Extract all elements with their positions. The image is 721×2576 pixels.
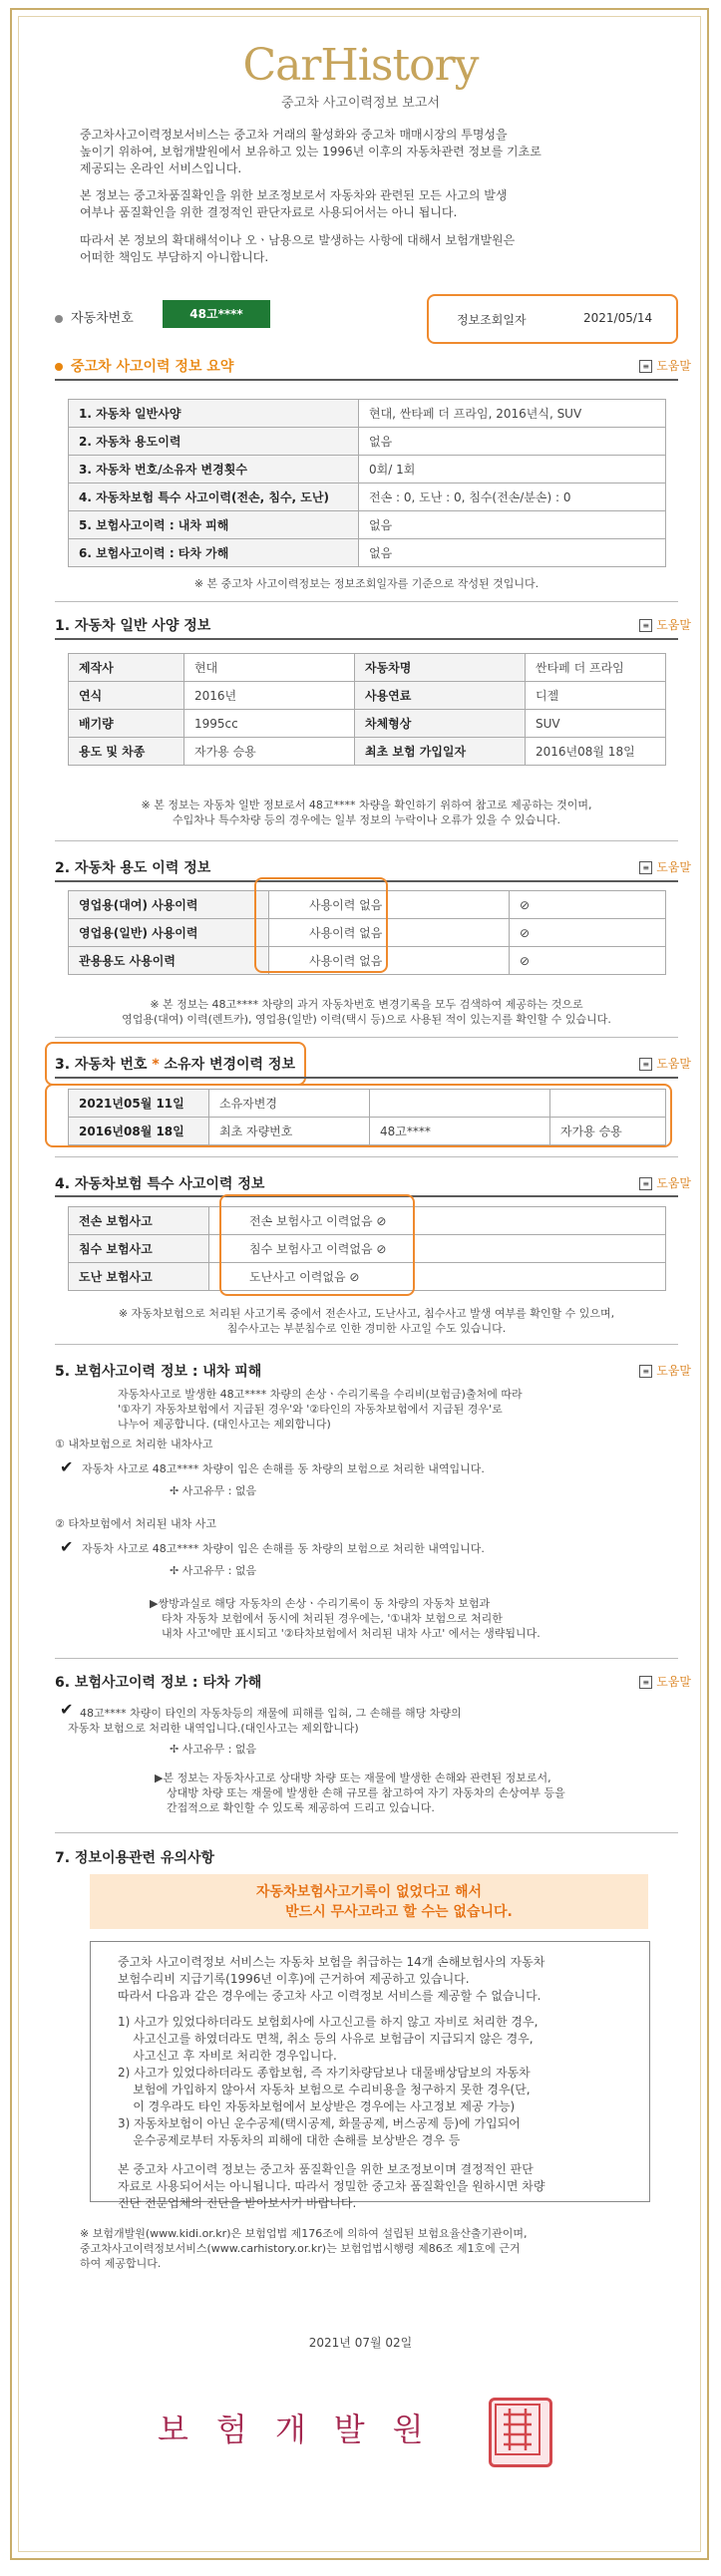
divider — [55, 1037, 678, 1038]
divider — [55, 601, 678, 602]
cross-icon: ✢ — [170, 1564, 182, 1577]
divider — [55, 1156, 678, 1157]
usage-title: 2. 자동차 용도 이력 정보 — [55, 860, 211, 876]
caution-item: 사고신고를 하였더라도 면책, 취소 등의 사유로 보험금이 지급되지 않은 경우, — [118, 2032, 534, 2046]
help-icon: ≡ — [639, 1058, 652, 1071]
caution-body: 진단 전문업체의 진단을 받아보시기 바랍니다. — [118, 2196, 357, 2210]
caution-item: 3) 자동차보험이 아닌 운수공제(택시공제, 화물공제, 버스공제 등)에 가입되어 — [118, 2116, 521, 2130]
intro-line: 중고차사고이력정보서비스는 중고차 거래의 활성화와 중고차 매매시장의 투명성을 — [80, 128, 508, 142]
footnote: ※ 보험개발원(www.kidi.or.kr)은 보험업법 제176조에 의하여 설립된 보험요율산출기관이며, — [80, 2227, 528, 2240]
intro-line: 높이기 위하여, 보험개발원에서 보유하고 있는 1996년 이후의 자동차관련 정보를 기초로 — [80, 145, 541, 159]
pointer-icon: ▶ — [155, 1771, 164, 1784]
help-link-usage[interactable]: ≡ 도움말 — [639, 858, 691, 875]
brand-logo: CarHistory — [242, 40, 479, 91]
no-icon: ⊘ — [349, 1270, 360, 1284]
table-row: 2016년08월 18일 최초 자량번호 48고**** 자가용 승용 — [69, 1118, 666, 1145]
owner-title: 3. 자동차 번호 * 소유자 변경이력 정보 — [55, 1057, 295, 1073]
bullet-icon — [55, 363, 63, 371]
help-link-other-damage[interactable]: ≡ 도움말 — [639, 1673, 691, 1690]
no-icon: ⊘ — [510, 891, 666, 919]
table-row: 2021년05월 11일 소유자변경 — [69, 1090, 666, 1118]
footnote: 하여 제공합니다. — [80, 2257, 162, 2270]
usage-note-line: 영업용(대여) 이력(렌트카), 영업용(일반) 이력(택시 등)으로 사용된 적이 있는지를 확인할 수 있습니다. — [122, 1013, 611, 1026]
caution-body: 자료로 사용되어서는 아니됩니다. 따라서 정밀한 중고차 품질확인을 원하시면 차량 — [118, 2179, 545, 2193]
own-damage-sub1: ① 내차보험으로 처리한 내차사고 — [55, 1438, 213, 1450]
table-row: 관용용도 사용이력 사용이력 없음 ⊘ — [69, 947, 666, 975]
intro-line: 제공되는 온라인 서비스입니다. — [80, 161, 242, 175]
table-row: 6. 보험사고이력 : 타차 가해 없음 — [69, 539, 666, 567]
special-note-line: 침수사고는 부분침수로 인한 경미한 사고일 수도 있습니다. — [226, 1322, 507, 1335]
help-icon: ≡ — [639, 360, 652, 373]
other-damage-result: ✢ 사고유무 : 없음 — [170, 1743, 257, 1756]
help-link-spec[interactable]: ≡ 도움말 — [639, 616, 691, 633]
warning-line: 반드시 무사고라고 할 수는 없습니다. — [285, 1904, 513, 1920]
caution-item: 운수공제로부터 자동차의 피해에 대한 손해를 보상받은 경우 등 — [118, 2133, 461, 2147]
table-row: 도난 보험사고 도난사고 이력없음 ⊘ — [69, 1263, 666, 1291]
own-damage-desc: 나누어 제공합니다. (대인사고는 제외합니다) — [118, 1418, 331, 1431]
own-damage-line1: 자동차 사고로 48고**** 차량이 입은 손해를 동 차량의 보험으로 처리한 내역입니다. — [82, 1462, 485, 1475]
cross-icon: ✢ — [170, 1743, 182, 1756]
bullet-icon — [55, 315, 63, 323]
own-damage-note: ▶쌍방과실로 해당 자동차의 손상ㆍ수리기록이 동 차량의 자동차 보험과 — [150, 1597, 491, 1610]
seal-icon — [492, 2401, 543, 2458]
other-damage-line: 48고**** 차량이 타인의 자동차등의 재물에 피해를 입혀, 그 손해를 해당 차량의 — [80, 1707, 462, 1720]
section-rule — [55, 1077, 678, 1079]
table-row: 침수 보험사고 침수 보험사고 이력없음 ⊘ — [69, 1235, 666, 1263]
caution-body: 따라서 다음과 같은 경우에는 중고차 사고 이력정보 서비스를 제공할 수 없습니다. — [118, 1989, 541, 2003]
check-icon: ✔ — [60, 1457, 74, 1476]
footnote: 중고차사고이력정보서비스(www.carhistory.or.kr)는 보험업법시행령 제86조 제1호에 근거 — [80, 2242, 521, 2255]
query-date: 2021/05/14 — [583, 311, 653, 325]
help-icon: ≡ — [639, 861, 652, 874]
table-row: 4. 자동차보험 특수 사고이력(전손, 침수, 도난) 전손 : 0, 도난 : 0, 침수(전손/분손) : 0 — [69, 483, 666, 511]
issuer-name: 보험개발원 — [158, 2411, 452, 2448]
other-damage-title: 6. 보험사고이력 정보 : 타차 가해 — [55, 1675, 262, 1691]
check-icon: ✔ — [60, 1700, 74, 1719]
warning-line: 자동차보험사고기록이 없었다고 해서 — [255, 1884, 483, 1900]
own-damage-sub2: ② 타차보험에서 처리된 내차 사고 — [55, 1517, 216, 1530]
table-row: 5. 보험사고이력 : 내차 피해 없음 — [69, 511, 666, 539]
help-icon: ≡ — [639, 1676, 652, 1689]
caution-item: 1) 사고가 있었다하더라도 보험회사에 사고신고를 하지 않고 자비로 처리한 경우, — [118, 2015, 539, 2029]
summary-title: 중고차 사고이력 정보 요약 — [55, 356, 233, 376]
help-icon: ≡ — [639, 1177, 652, 1190]
section-rule — [55, 638, 678, 640]
intro-line: 여부나 품질확인을 위한 결정적인 판단자료로 사용되어서는 아니 됩니다. — [80, 205, 458, 219]
caution-body: 본 중고차 사고이력 정보는 중고차 품질확인을 위한 보조정보이며 결정적인 판단 — [118, 2162, 534, 2176]
table-row: 영업용(일반) 사용이력 사용이력 없음 ⊘ — [69, 919, 666, 947]
report-subtitle: 중고차 사고이력정보 보고서 — [281, 96, 440, 111]
own-damage-title: 5. 보험사고이력 정보 : 내차 피해 — [55, 1364, 262, 1380]
no-icon: ⊘ — [510, 919, 666, 947]
no-icon: ⊘ — [376, 1214, 387, 1228]
own-damage-result1: ✢ 사고유무 : 없음 — [170, 1484, 257, 1497]
divider — [55, 840, 678, 841]
pointer-icon: ▶ — [150, 1597, 159, 1610]
table-row: 3. 자동차 번호/소유자 변경횟수 0회/ 1회 — [69, 456, 666, 483]
official-seal-stamp — [489, 2398, 552, 2467]
caution-body: 중고차 사고이력정보 서비스는 자동차 보험을 취급하는 14개 손해보험사의 자동차 — [118, 1955, 545, 1969]
no-icon: ⊘ — [510, 947, 666, 975]
table-row: 전손 보험사고 전손 보험사고 이력없음 ⊘ — [69, 1207, 666, 1235]
owner-table — [68, 1089, 666, 1145]
caution-body: 보험수리비 지급기록(1996년 이후)에 근거하여 제공하고 있습니다. — [118, 1972, 470, 1986]
divider — [55, 1658, 678, 1659]
cross-icon: ✢ — [170, 1484, 182, 1497]
caution-item: 이 경우라도 타인 자동차보험에서 보상받은 경우에는 사고정보 제공 가능) — [118, 2099, 516, 2113]
own-damage-note: 내차 사고'에만 표시되고 '②타차보험에서 처리된 내차 사고' 에서는 생략됩니다. — [162, 1627, 541, 1640]
own-damage-result2: ✢ 사고유무 : 없음 — [170, 1564, 257, 1577]
other-damage-note: 상대방 차량 또는 재물에 발생한 손해 규모를 참고하여 자기 자동차의 손상여부 등을 — [167, 1786, 565, 1799]
spec-table — [68, 653, 666, 766]
spec-title: 1. 자동차 일반 사양 정보 — [55, 618, 211, 634]
own-damage-desc: '①자기 자동차보험에서 지급된 경우'와 '②타인의 자동차보험에서 지급된 경우'로 — [118, 1403, 503, 1416]
intro-line: 어떠한 책임도 부담하지 아니합니다. — [80, 250, 269, 264]
special-title: 4. 자동차보험 특수 사고이력 정보 — [55, 1176, 265, 1192]
table-row: 1. 자동차 일반사양 현대, 싼타페 더 프라임, 2016년식, SUV — [69, 400, 666, 428]
intro-line: 본 정보는 중고차품질확인을 위한 보조정보로서 자동차와 관련된 모든 사고의 발생 — [80, 188, 508, 202]
other-damage-line: 자동차 보험으로 처리한 내역입니다.(대인사고는 제외합니다) — [68, 1722, 359, 1735]
spec-note-line: ※ 본 정보는 자동차 일반 정보로서 48고**** 차량을 확인하기 위하여 참고로 제공하는 것이며, — [141, 799, 592, 811]
issue-date: 2021년 07월 02일 — [308, 2336, 413, 2350]
usage-highlight-box — [254, 877, 388, 973]
section-rule — [55, 379, 678, 381]
other-damage-note: ▶본 정보는 자동차사고로 상대방 차량 또는 재물에 발생한 손해와 관련된 정보로서, — [155, 1771, 551, 1784]
help-link-special[interactable]: ≡ 도움말 — [639, 1174, 691, 1191]
help-link-owner[interactable]: ≡ 도움말 — [639, 1055, 691, 1072]
plate-badge: 48고**** — [163, 300, 270, 328]
other-damage-note: 간접적으로 확인할 수 있도록 제공하여 드리고 있습니다. — [167, 1801, 435, 1814]
table-row: 2. 자동차 용도이력 없음 — [69, 428, 666, 456]
help-link-own-damage[interactable]: ≡ 도움말 — [639, 1362, 691, 1379]
caution-item: 2) 사고가 있었다하더라도 종합보험, 즉 자기차량담보나 대물배상담보의 자동차 — [118, 2066, 531, 2080]
no-icon: ⊘ — [376, 1242, 387, 1256]
help-icon: ≡ — [639, 1365, 652, 1378]
intro-line: 따라서 본 정보의 확대해석이나 오ㆍ남용으로 발생하는 사항에 대해서 보험개발원은 — [80, 233, 516, 247]
special-highlight-box — [219, 1194, 415, 1296]
table-row: 영업용(대여) 사용이력 사용이력 없음 ⊘ — [69, 891, 666, 919]
warning-banner — [90, 1874, 648, 1929]
summary-table — [68, 399, 666, 567]
table-row: 연식 2016년 사용연료 디젤 — [69, 682, 666, 710]
table-row: 제작사 현대 자동차명 싼타페 더 프라임 — [69, 654, 666, 682]
caution-title: 7. 정보이용관련 유의사항 — [55, 1850, 215, 1866]
own-damage-note: 타차 자동차 보험에서 동시에 처리된 경우에는, '①내차 보험으로 처리한 — [162, 1612, 503, 1625]
caution-item: 보험에 가입하지 않아서 자동차 보험으로 수리비용을 청구하지 못한 경우(단, — [118, 2083, 531, 2096]
query-date-label: 정보조회일자 — [457, 313, 527, 327]
divider — [55, 1832, 678, 1833]
help-link-summary[interactable]: ≡ 도움말 — [639, 357, 691, 374]
check-icon: ✔ — [60, 1537, 74, 1556]
table-row: 배기량 1995cc 차체형상 SUV — [69, 710, 666, 738]
spec-note-line: 수입차나 특수차량 등의 경우에는 일부 정보의 누락이나 오류가 있을 수 있습니다. — [172, 813, 561, 826]
table-row: 용도 및 차종 자가용 승용 최초 보험 가입일자 2016년08월 18일 — [69, 738, 666, 766]
usage-note-line: ※ 본 정보는 48고**** 차량의 과거 자동차번호 변경기록을 모두 검색하여 제공하는 것으로 — [150, 998, 583, 1011]
divider — [55, 1344, 678, 1345]
special-note-line: ※ 자동차보험으로 처리된 사고기록 중에서 전손사고, 도난사고, 침수사고 발생 여부를 확인할 수 있으며, — [118, 1307, 615, 1320]
vehicle-number-label: 자동차번호 — [55, 307, 134, 326]
caution-item: 사고신고 후 자비로 처리한 경우입니다. — [118, 2049, 337, 2063]
own-damage-desc: 자동차사고로 발생한 48고**** 차량의 손상ㆍ수리기록을 수리비(보험금)출처에 따라 — [118, 1388, 523, 1401]
own-damage-line2: 자동차 사고로 48고**** 차량이 입은 손해를 동 차량의 보험으로 처리한 내역입니다. — [82, 1542, 485, 1555]
summary-note: ※ 본 중고차 사고이력정보는 정보조회일자를 기준으로 작성된 것입니다. — [193, 577, 540, 590]
help-icon: ≡ — [639, 619, 652, 632]
